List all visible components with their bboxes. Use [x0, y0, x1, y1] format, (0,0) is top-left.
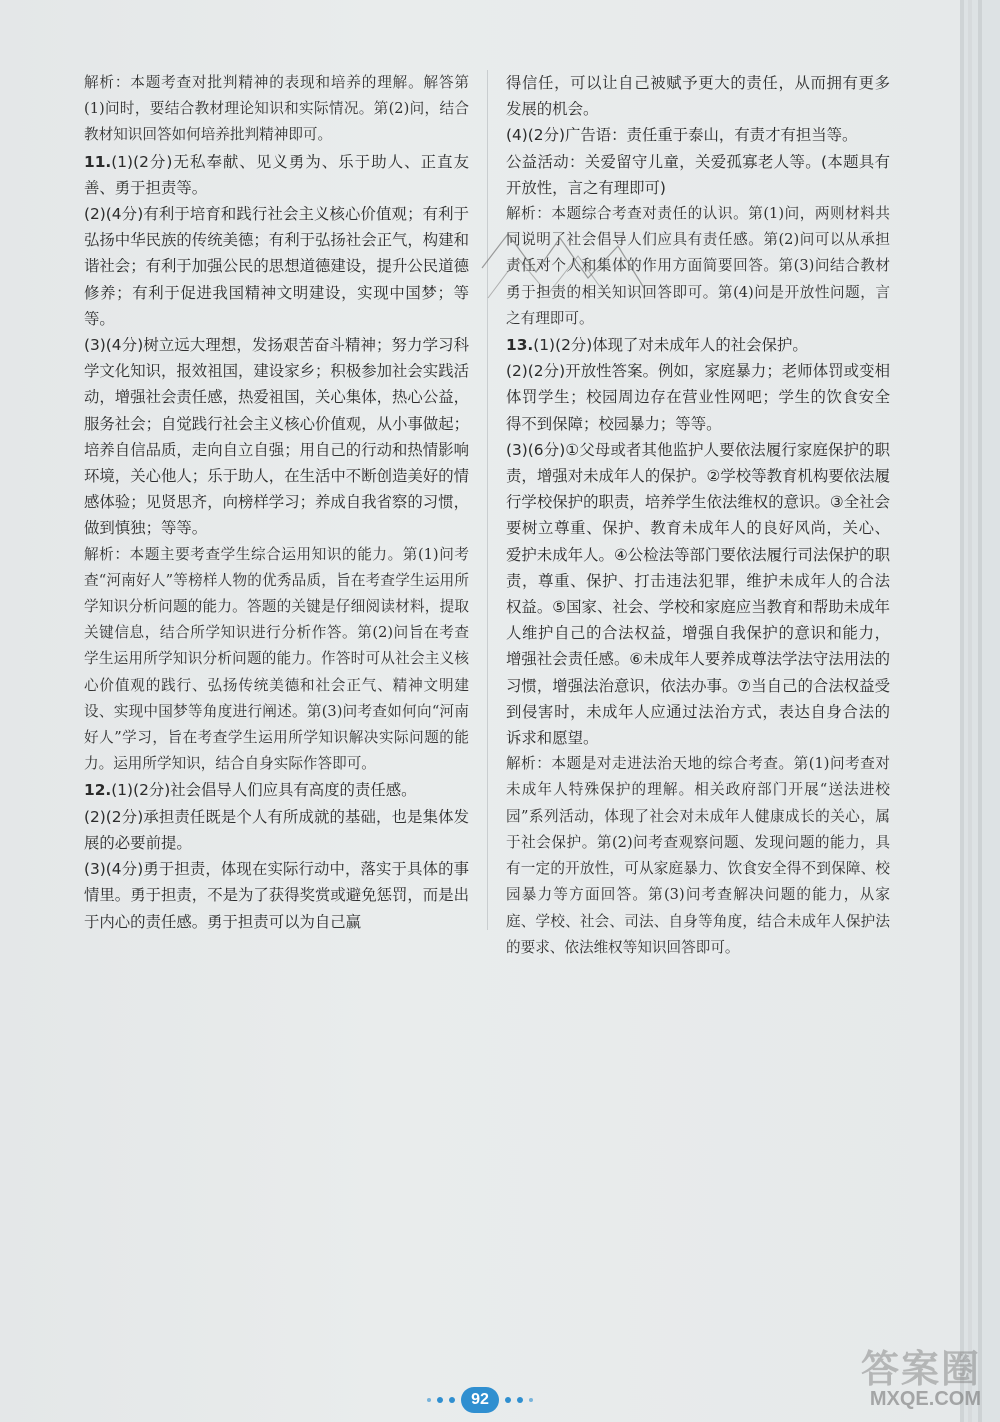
watermark: [835, 1338, 985, 1418]
watermark-logo: 答案圈: [860, 1347, 981, 1391]
footer-dot-icon: [529, 1398, 533, 1402]
q11-part1-text: (1)(2分)无私奉献、见义勇为、乐于助人、正直友善、勇于担责等。: [84, 152, 469, 197]
question-12-part-4-activity: 公益活动：关爱留守儿童，关爱孤寡老人等。(本题具有开放性，言之有理即可): [506, 152, 890, 197]
page-number: 92: [461, 1387, 499, 1413]
footer-dot-icon: [427, 1398, 431, 1402]
question-12-number: 12.: [84, 781, 112, 800]
page-edge: [968, 0, 972, 1422]
question-12-part-1: [84, 777, 469, 803]
footer-dot-icon: [437, 1397, 443, 1403]
question-13-number: 13.: [506, 336, 534, 355]
right-column: [506, 70, 890, 961]
question-11-part-3: (3)(4分)树立远大理想，发扬艰苦奋斗精神；努力学习科学文化知识，报效祖国，建设家乡；积极参加社会实践活动，增强社会责任感，热爱祖国，关心集体，热心公益，服务社会；自觉践行社会主义核心价值观，从小事做起；培养自信品质，走向自立自强；用自己的行动和热情影响环境，关心他人；乐于助人，在生活中不断创造美好的情感体验；见贤思齐，向榜样学习；养成自我省察的习惯，做到慎独；等等。: [84, 336, 469, 538]
footer-dot-icon: [517, 1397, 523, 1403]
q13-part1-text: (1)(2分)体现了对未成年人的社会保护。: [533, 336, 808, 355]
footer-dot-icon: [505, 1397, 511, 1403]
page-edge: [978, 0, 982, 1422]
question-12-part-4: (4)(2分)广告语：责任重于泰山，有责才有担当等。: [506, 126, 858, 145]
page-edge: [960, 0, 964, 1422]
question-13-part-1: [506, 332, 890, 358]
question-12-part-3: (3)(4分)勇于担责，体现在实际行动中，落实于具体的事情里。勇于担责，不是为了获得奖赏或避免惩罚，而是出于内心的责任感。勇于担责可以为自己赢: [84, 860, 469, 931]
pen-scribble-mark: [478, 228, 648, 308]
question-11-part-1: [84, 149, 469, 201]
question-13-part-3: (3)(6分)①父母或者其他监护人要依法履行家庭保护的职责，增强对未成年人的保护。②学校等教育机构要依法履行学校保护的职责，培养学生依法维权的意识。③全社会要树立尊重、保护、教育未成年人的良好风尚，关心、爱护未成年人。④公检法等部门要依法履行司法保护的职责，尊重、保护、打击违法犯罪，维护未成年人的合法权益。⑤国家、社会、学校和家庭应当教育和帮助未成年人维护自己的合法权益，增强自我保护的意识和能力，增强社会责任感。⑥未成年人要养成尊法学法守法用法的习惯，增强法治意识，依法办事。⑦当自己的合法权益受到侵害时，未成年人应通过法治方式，表达自身合法的诉求和愿望。: [506, 440, 890, 748]
column-divider: [487, 70, 488, 930]
footer-dot-icon: [449, 1397, 455, 1403]
question-13-part-2: (2)(2分)开放性答案。例如，家庭暴力；老师体罚或变相体罚学生；校园周边存在营业性网吧；学生的饮食安全得不到保障；校园暴力；等等。: [506, 362, 890, 433]
analysis-10: 解析：本题考查对批判精神的表现和培养的理解。解答第(1)问时，要结合教材理论知识和实际情况。第(2)问，结合教材知识回答如何培养批判精神即可。: [84, 74, 469, 144]
q12-part1-text: (1)(2分)社会倡导人们应具有高度的责任感。: [111, 781, 417, 800]
analysis-12: 解析：本题综合考查对责任的认识。第(1)问，两则材料共同说明了社会倡导人们应具有责任感。第(2)问可以从承担责任对个人和集体的作用方面简要回答。第(3)问结合教材勇于担责的相关知识回答即可。第(4)问是开放性问题，言之有理即可。: [506, 205, 890, 327]
question-11-part-2: (2)(4分)有利于培育和践行社会主义核心价值观；有利于弘扬中华民族的传统美德；有利于弘扬社会正气，构建和谐社会；有利于加强公民的思想道德建设，提升公民道德修养；有利于促进我国精神文明建设，实现中国梦；等等。: [84, 205, 469, 328]
watermark-url: MXQE.COM: [869, 1388, 981, 1410]
page-footer: [0, 1385, 960, 1415]
question-12-part-2: (2)(2分)承担责任既是个人有所成就的基础，也是集体发展的必要前提。: [84, 807, 469, 852]
analysis-11: 解析：本题主要考查学生综合运用知识的能力。第(1)问考查“河南好人”等榜样人物的优秀品质，旨在考查学生运用所学知识分析问题的能力。答题的关键是仔细阅读材料，提取关键信息，结合所学知识进行分析作答。第(2)问旨在考查学生运用所学知识分析问题的能力。作答时可从社会主义核心价值观的践行、弘扬传统美德和社会正气、精神文明建设、实现中国梦等角度进行阐述。第(3)问考查如何向“河南好人”学习，旨在考查学生运用所学知识解决实际问题的能力。运用所学知识，结合自身实际作答即可。: [84, 545, 469, 773]
question-11-number: 11.: [84, 152, 112, 171]
left-column: [84, 70, 469, 935]
analysis-13: 解析：本题是对走进法治天地的综合考查。第(1)问考查对未成年人特殊保护的理解。相关政府部门开展“送法进校园”系列活动，体现了社会对未成年人健康成长的关心，属于社会保护。第(2)问考查观察问题、发现问题的能力，具有一定的开放性，可从家庭暴力、饮食安全得不到保障、校园暴力等方面回答。第(3)问考查解决问题的能力，从家庭、学校、社会、司法、自身等角度，结合未成年人保护法的要求、依法维权等知识回答即可。: [506, 755, 890, 956]
question-12-part-3-continued: 得信任，可以让自己被赋予更大的责任，从而拥有更多发展的机会。: [506, 74, 890, 119]
